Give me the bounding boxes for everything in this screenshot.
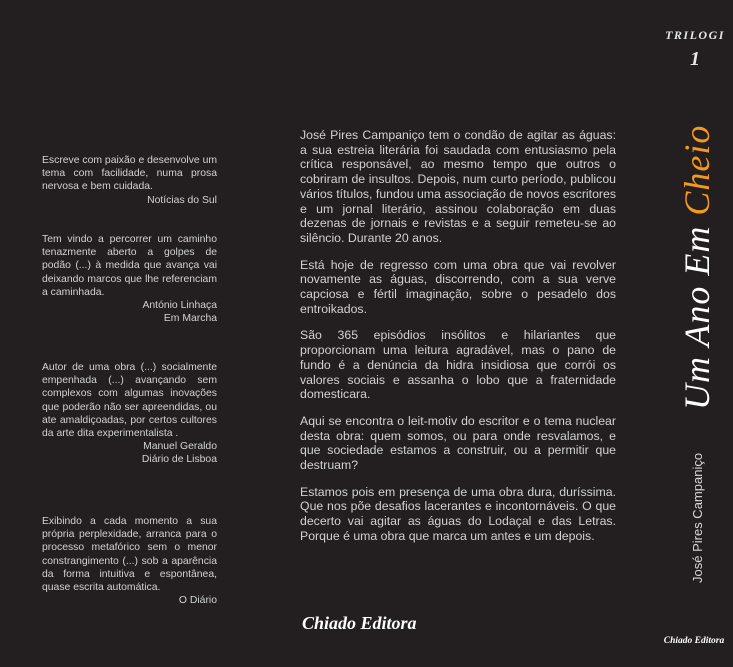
- synopsis: [300, 128, 616, 556]
- review-source: Em Marcha: [163, 313, 217, 325]
- review-author: Manuel Geraldo: [143, 441, 217, 453]
- review-quote: Tem vindo a percorrer um caminho tenazmente aberto a golpes de podão (...) à medida que avança vai deixando marcos que lhe referenciam a caminhada.: [42, 234, 217, 298]
- review-author: António Linhaça: [142, 300, 217, 312]
- synopsis-paragraph: São 365 episódios insólitos e hilariantes que proporcionam uma leitura agradável, mas o pano de fundo é a denúncia da hidra insidiosa que corrói os valores sociais e assanha o lobo que a fraternidade domesticara.: [300, 328, 616, 402]
- book-title: [676, 120, 718, 414]
- review-quote: Exibindo a cada momento a sua própria perplexidade, arranca para o processo metafórico sem o menor constrangimento (...) sob a aparência da forma intuitiva e espontânea, quase escrita automática.: [42, 516, 217, 594]
- author-name: José Pires Campaniço: [690, 452, 705, 584]
- synopsis-paragraph: Estamos pois em presença de uma obra dura, duríssima. Que nos põe desafios lacerantes e incontornáveis. O que decerto vai agitar as águas do Lodaçal e das Letras. Porque é uma obra que marca um antes e um depois.: [300, 484, 616, 543]
- series-name: TRILOGI: [665, 28, 725, 42]
- review-source: Notícias do Sul: [147, 194, 217, 206]
- review-antonio-linhaca: [42, 233, 217, 325]
- synopsis-paragraph: Está hoje de regresso com uma obra que vai revolver novamente as águas, discorrendo, com a sua verve capciosa e fértil imaginação, sobre o pesadelo dos entroikados.: [300, 257, 616, 316]
- book-title-main: Um Ano Em: [677, 215, 717, 410]
- review-source: Diário de Lisboa: [141, 454, 217, 466]
- spine-publisher-logo: Chiado Editora: [663, 636, 725, 646]
- synopsis-paragraph: José Pires Campaniço tem o condão de agitar as águas: a sua estreia literária foi saudada com entusiasmo pela crítica responsável, ao mesmo tempo que outros o cobriram de insultos. Depois, num curto período, publicou vários títulos, fundou uma associação de novos escritores e um jornal literário, assinou colaboração em duas dezenas de jornais e revistas e a seguir remeteu-se ao silêncio. Durante 20 anos.: [300, 128, 616, 245]
- synopsis-paragraph: Aqui se encontra o leit-motiv do escritor e o tema nuclear desta obra: quem somos, ou para onde resvalamos, e que sociedade estamos a construir, ou a permitir que destruam?: [300, 413, 616, 473]
- review-quote: Autor de uma obra (...) socialmente empenhada (...) avançando sem complexos com algumas inovações que poderão não ser apreendidas, ou ate amaldiçoadas, por certos cultores da arte dita experimentalista .: [42, 362, 217, 440]
- volume-number: 1: [690, 48, 700, 70]
- publisher-logo: Chiado Editora: [302, 613, 417, 633]
- review-o-diario: [42, 515, 217, 607]
- review-quote: Escreve com paixão e desenvolve um tema com facilidade, numa prosa nervosa e bem cuidada.: [42, 155, 217, 193]
- review-manuel-geraldo: [42, 361, 217, 467]
- review-source: O Diário: [178, 595, 217, 607]
- book-title-accent: Cheio: [677, 124, 717, 216]
- review-notícias-do-sul: [42, 154, 217, 207]
